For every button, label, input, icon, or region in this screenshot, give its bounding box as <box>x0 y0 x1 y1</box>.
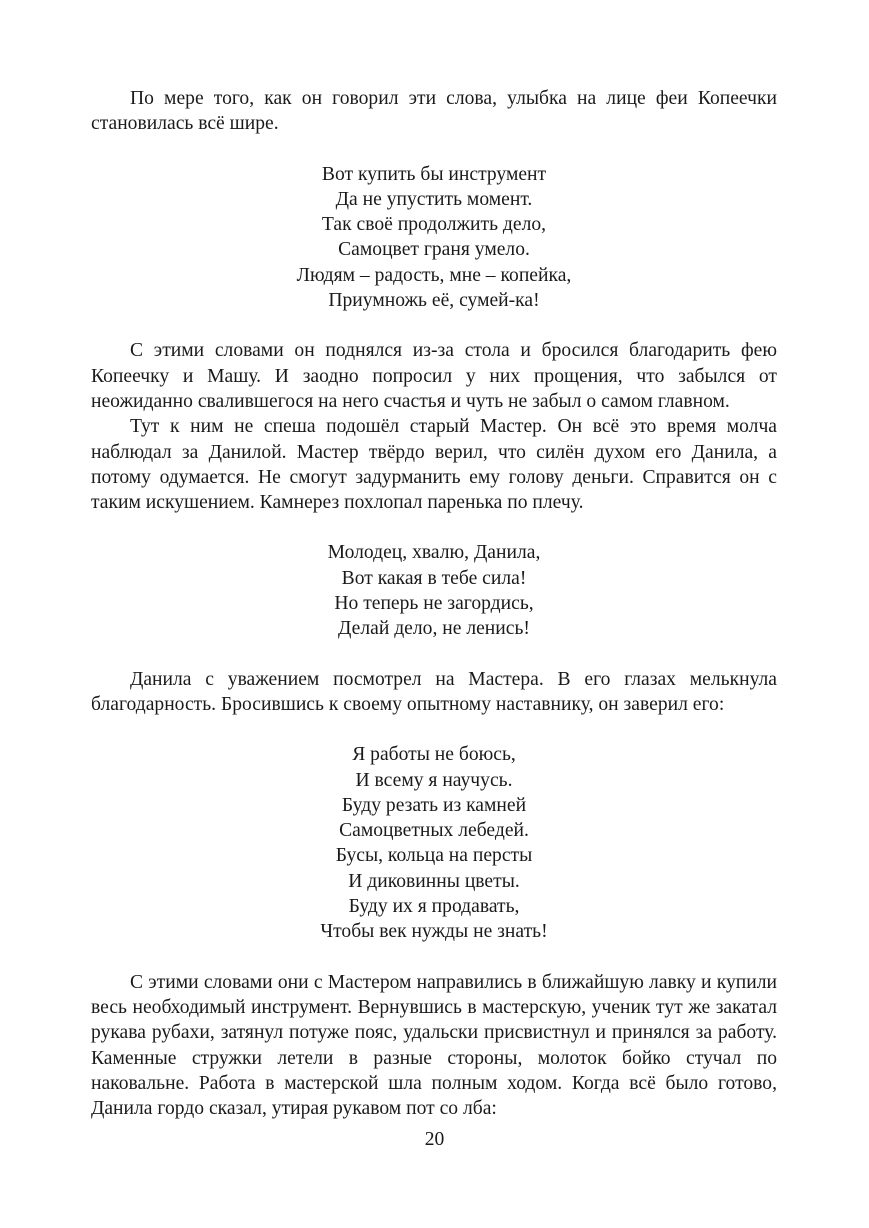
book-page <box>91 86 777 1121</box>
verse-line: Чтобы век нужды не знать! <box>320 921 548 943</box>
verse-line: Буду резать из камней <box>341 794 527 816</box>
paragraph-4: Данила с уважением посмотрел на Мастера. В его глазах мелькнула благодарность. Бросившись к своему опытному наставнику, он заверил его: <box>91 668 777 715</box>
page-number: 20 <box>424 1129 445 1150</box>
verse-line: И всему я научусь. <box>355 769 513 791</box>
verse-line: Людям – радость, мне – копейка, <box>296 264 572 286</box>
verse-3 <box>91 742 777 944</box>
verse-1 <box>91 162 777 314</box>
verse-line: Бусы, кольца на персты <box>335 845 533 867</box>
spacer <box>91 137 777 162</box>
paragraph-2: С этими словами он поднялся из-за стола и бросился благодарить фею Копеечку и Машу. И заодно попросил у них прощения, что забылся от неожиданно свалившегося на него счастья и чуть не забыл о самом главном. <box>91 340 777 412</box>
verse-line: Так своё продолжить дело, <box>321 214 547 236</box>
verse-line: Но теперь не загордись, <box>334 593 534 615</box>
paragraph-3: Тут к ним не спеша подошёл старый Мастер. Он всё это время молча наблюдал за Данилой. Мастер твёрдо верил, что силён духом его Данила, а потому одумается. Не смогут задурманить ему голову деньги. Справится он с таким искушением. Камнерез похлопал паренька по плечу. <box>91 416 777 514</box>
spacer <box>91 313 777 338</box>
verse-line: Я работы не боюсь, <box>352 744 516 766</box>
spacer <box>91 945 777 970</box>
spacer <box>91 717 777 742</box>
verse-line: Самоцвет граня умело. <box>338 239 530 261</box>
verse-2 <box>91 540 777 641</box>
verse-line: Приумножь её, сумей-ка! <box>328 290 540 312</box>
verse-line: Буду их я продавать, <box>348 896 520 918</box>
verse-line: Молодец, хвалю, Данила, <box>327 542 541 564</box>
spacer <box>91 642 777 667</box>
spacer <box>91 515 777 540</box>
verse-line: И диковинны цветы. <box>348 870 520 892</box>
verse-line: Делай дело, не ленись! <box>338 618 530 640</box>
verse-line: Вот какая в тебе сила! <box>341 567 527 589</box>
paragraph-5: С этими словами они с Мастером направились в ближайшую лавку и купили весь необходимый инструмент. Вернувшись в мастерскую, ученик тут же закатал рукава рубахи, затянул потуже пояс, удальски присвистнул и принялся за работу. Каменные стружки летели в разные стороны, молоток бойко стучал по наковальне. Работа в мастерской шла полным ходом. Когда всё было готово, Данила гордо сказал, утирая рукавом пот со лба: <box>91 971 777 1120</box>
verse-line: Да не упустить момент. <box>335 188 533 210</box>
verse-line: Самоцветных лебедей. <box>339 820 529 842</box>
paragraph-1: По мере того, как он говорил эти слова, улыбка на лице феи Копеечки становилась всё шире. <box>91 88 777 135</box>
verse-line: Вот купить бы инструмент <box>321 163 547 185</box>
